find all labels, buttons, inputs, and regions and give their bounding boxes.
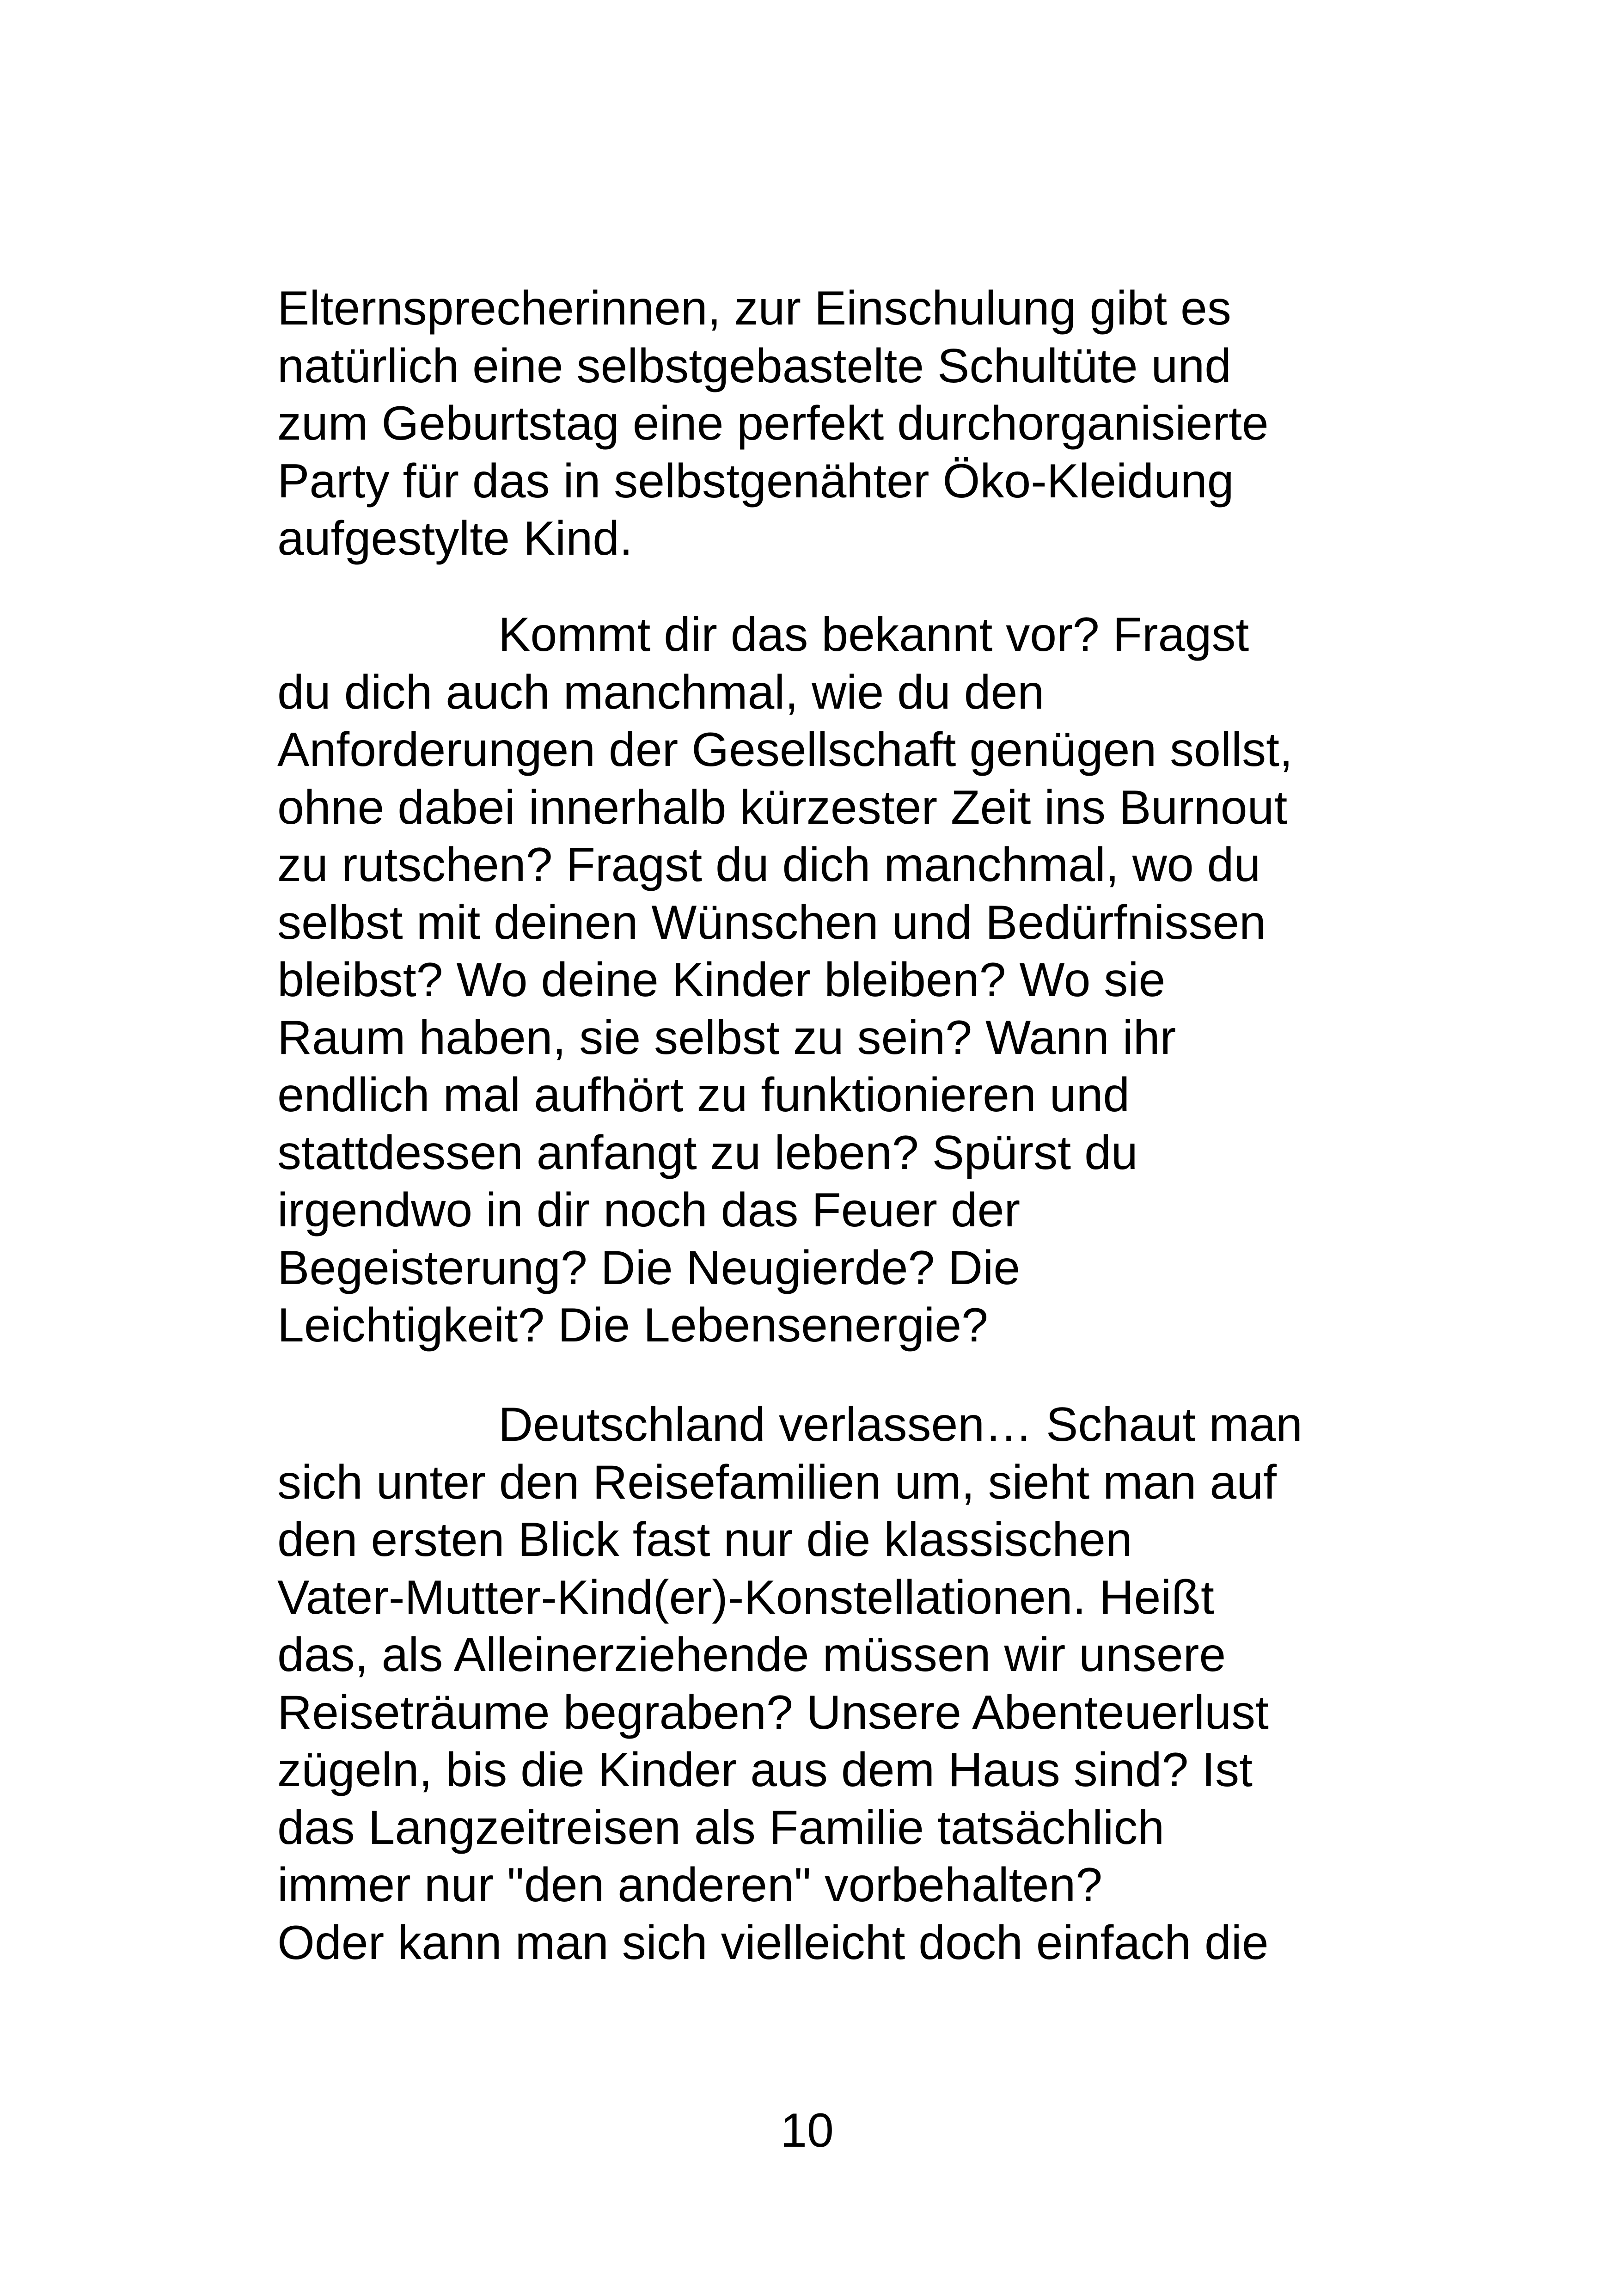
text-line: aufgestylte Kind. bbox=[277, 512, 633, 565]
text-line: Vater-Mutter-Kind(er)-Konstellationen. Heißt bbox=[277, 1570, 1214, 1624]
text-line: den ersten Blick fast nur die klassischen bbox=[277, 1513, 1132, 1567]
text-line: stattdessen anfangt zu leben? Spürst du bbox=[277, 1126, 1138, 1180]
text-line: Kommt dir das bekannt vor? Fragst bbox=[498, 608, 1249, 661]
text-line: das, als Alleinerziehende müssen wir unsere bbox=[277, 1628, 1226, 1682]
text-line-first bbox=[277, 606, 1396, 664]
text-line: zum Geburtstag eine perfekt durchorganisierte bbox=[277, 397, 1269, 450]
text-line: Anforderungen der Gesellschaft genügen sollst, bbox=[277, 723, 1293, 777]
text-line: selbst mit deinen Wünschen und Bedürfnissen bbox=[277, 895, 1266, 949]
text-line: du dich auch manchmal, wie du den bbox=[277, 665, 1045, 719]
paragraph-2 bbox=[277, 606, 1396, 1354]
text-line: ohne dabei innerhalb kürzester Zeit ins Burnout bbox=[277, 780, 1288, 834]
text-line: immer nur "den anderen" vorbehalten? bbox=[277, 1858, 1103, 1912]
text-line-first bbox=[277, 1396, 1396, 1454]
paragraph-1 bbox=[277, 280, 1396, 568]
text-line: Raum haben, sie selbst zu sein? Wann ihr bbox=[277, 1010, 1176, 1065]
text-line: natürlich eine selbstgebastelte Schultüte und bbox=[277, 339, 1232, 393]
text-line: Reiseträume begraben? Unsere Abenteuerlust bbox=[277, 1685, 1269, 1739]
text-line: Party für das in selbstgenähter Öko-Kleidung bbox=[277, 454, 1234, 508]
text-line: zügeln, bis die Kinder aus dem Haus sind? Ist bbox=[277, 1743, 1253, 1797]
text-line: zu rutschen? Fragst du dich manchmal, wo du bbox=[277, 838, 1261, 892]
text-line: bleibst? Wo deine Kinder bleiben? Wo sie bbox=[277, 953, 1166, 1007]
text-line: das Langzeitreisen als Familie tatsächlich bbox=[277, 1800, 1165, 1855]
text-line: sich unter den Reisefamilien um, sieht man auf bbox=[277, 1455, 1277, 1509]
text-line: Elternsprecherinnen, zur Einschulung gibt es bbox=[277, 282, 1231, 335]
text-line: endlich mal aufhört zu funktionieren und bbox=[277, 1068, 1130, 1122]
text-line: Deutschland verlassen… Schaut man bbox=[498, 1398, 1303, 1451]
text-line: irgendwo in dir noch das Feuer der bbox=[277, 1183, 1021, 1237]
page-number: 10 bbox=[780, 2104, 834, 2157]
text-line: Leichtigkeit? Die Lebensenergie? bbox=[277, 1298, 988, 1352]
paragraph-3 bbox=[277, 1396, 1396, 1971]
text-line: Oder kann man sich vielleicht doch einfach die bbox=[277, 1916, 1269, 1970]
text-line: Begeisterung? Die Neugierde? Die bbox=[277, 1241, 1021, 1295]
